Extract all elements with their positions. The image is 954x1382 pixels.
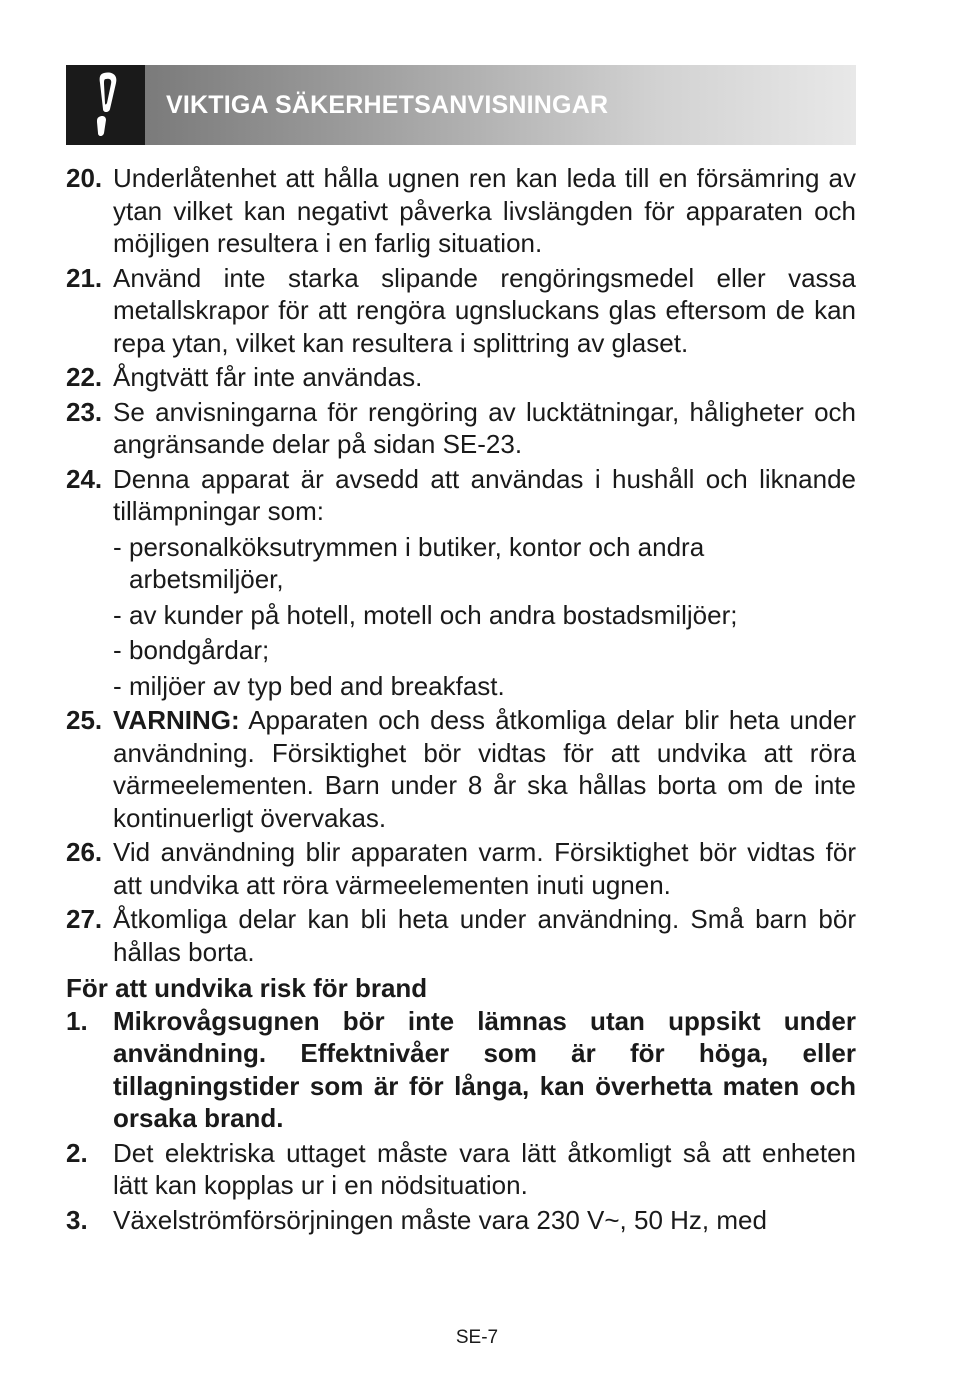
item-text: Det elektriska uttaget måste vara lätt åtkomligt så att enheten lätt kan kopplas ur i en nödsituation. [113, 1137, 856, 1200]
bullet-text: miljöer av typ bed and breakfast. [129, 670, 505, 701]
bullet-item [113, 531, 856, 596]
bullet-text: av kunder på hotell, motell och andra bostadsmiljöer; [129, 599, 738, 630]
list-item [66, 704, 856, 834]
bullet-dash: - [113, 635, 122, 665]
item-number: 27. [66, 904, 103, 934]
item-text: Mikrovågsugnen bör inte lämnas utan uppsikt under användning. Effektnivåer som är för höga, eller tillagningstider som är för långa, kan överhetta maten och orsaka brand. [113, 1005, 856, 1133]
item-text: Underlåtenhet att hålla ugnen ren kan leda till en försämring av ytan vilket kan negativt påverka livslängden för apparaten och möjligen resultera i en farlig situation. [113, 163, 856, 258]
list-item [66, 1137, 856, 1202]
list-item [66, 1204, 856, 1237]
bullet-dash: - [113, 599, 122, 630]
page-number: SE-7 [455, 1327, 499, 1348]
item-text: Ångtvätt får inte användas. [113, 362, 423, 392]
list-item [66, 463, 856, 528]
list-item [66, 262, 856, 360]
list-item [66, 1005, 856, 1135]
list-item [66, 396, 856, 461]
list-item [66, 361, 856, 394]
bullet-text: bondgårdar; [129, 635, 270, 665]
item-number: 26. [66, 837, 103, 867]
header-title: VIKTIGA SÄKERHETSANVISNINGAR [166, 91, 609, 119]
item-number: 22. [66, 362, 103, 392]
exclamation-icon [66, 65, 145, 145]
item-text: Använd inte starka slipande rengöringsmedel eller vassa metallskrapor för att rengöra ugnsluckans glas eftersom de kan repa ytan, vilket kan resultera i splittring av glaset. [113, 262, 856, 358]
warning-text: Apparaten och dess åtkomliga delar blir heta under användning. Försiktighet bör vidtas för att undvika att röra värmeelementen. Barn under 8 år ska hållas borta om de inte kontinuerligt övervakas. [113, 705, 856, 833]
list-item [66, 903, 856, 968]
warning-label: VARNING: [113, 705, 240, 735]
bullet-item [113, 634, 856, 667]
bullet-list [113, 531, 856, 703]
bullet-item [113, 599, 856, 632]
item-text: Denna apparat är avsedd att användas i hushåll och liknande tillämpningar som: [113, 463, 856, 526]
instructions-list [66, 162, 856, 1236]
list-item [66, 162, 856, 260]
item-number: 21. [66, 262, 103, 293]
item-text: Se anvisningarna för rengöring av lucktätningar, håligheter och angränsande delar på sidan SE-23. [113, 396, 856, 459]
item-number: 1. [66, 1005, 88, 1036]
section-header [66, 65, 856, 145]
item-number: 3. [66, 1204, 88, 1235]
fire-section-heading: För att undvika risk för brand [66, 973, 428, 1003]
bullet-item [113, 670, 856, 703]
item-text [113, 704, 856, 834]
item-number: 23. [66, 396, 103, 427]
item-text: Åtkomliga delar kan bli heta under användning. Små barn bör hållas borta. [113, 904, 856, 967]
item-number: 24. [66, 463, 103, 494]
bullet-text: personalköksutrymmen i butiker, kontor och andra arbetsmiljöer, [129, 531, 705, 594]
bullet-dash: - [113, 670, 122, 701]
item-number: 20. [66, 163, 103, 193]
bullet-dash: - [113, 531, 122, 562]
item-number: 2. [66, 1137, 88, 1168]
item-text: Växelströmförsörjningen måste vara 230 V~, 50 Hz, med [113, 1204, 767, 1235]
item-number: 25. [66, 705, 103, 735]
list-item [66, 836, 856, 901]
item-text: Vid användning blir apparaten varm. Försiktighet bör vidtas för att undvika att röra värmeelementen inuti ugnen. [113, 837, 856, 900]
